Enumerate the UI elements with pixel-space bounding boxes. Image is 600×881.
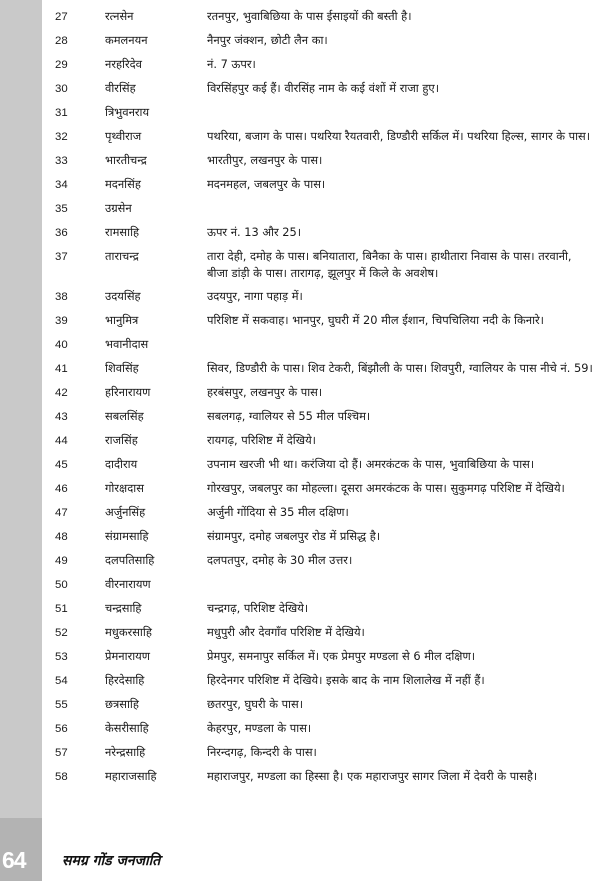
king-name: केसरीसाहि [105,721,149,735]
king-name: उग्रसेन [105,201,132,215]
table-row [55,310,595,334]
place-note: नैनपुर जंक्शन, छोटी लैन का। [207,33,328,47]
place-note: सबलगढ़, ग्वालियर से 55 मील पश्चिम। [207,409,371,423]
dynasty-kings-table [55,6,595,790]
place-note [207,102,595,126]
row-number: 44 [55,435,68,447]
king-name: वीरसिंह [105,81,136,95]
table-row [55,198,595,222]
table-row [55,334,595,358]
page-number: 64 [2,847,26,873]
table-row [55,246,595,286]
row-number: 41 [55,363,68,375]
row-number: 35 [55,203,68,215]
table-row [55,126,595,150]
table-row [55,574,595,598]
row-number: 48 [55,531,68,543]
king-name: अर्जुनसिंह [105,505,146,519]
king-name: हिरदेसाहि [105,673,145,687]
table-row [55,598,595,622]
row-number: 27 [55,11,68,23]
table-row [55,670,595,694]
king-name: राजसिंह [105,433,138,447]
place-note: ऊपर नं. 13 और 25। [207,225,302,239]
row-number: 46 [55,483,68,495]
row-number: 30 [55,83,68,95]
king-name: महाराजसाहि [105,769,157,783]
row-number: 31 [55,107,68,119]
row-number: 37 [55,251,68,263]
place-note: प्रेमपुर, समनापुर सर्किल में। एक प्रेमपुर मण्डला से 6 मील दक्षिण। [207,649,476,663]
row-number: 58 [55,771,68,783]
place-note: महाराजपुर, मण्डला का हिस्सा है। एक महाराजपुर सागर जिला में देवरी के पासहै। [207,769,538,783]
table-row [55,526,595,550]
table-row [55,478,595,502]
place-note: संग्रामपुर, दमोह जबलपुर रोड में प्रसिद्ध है। [207,529,381,543]
place-note: सिवर, डिण्डौरी के पास। शिव टेकरी, बिंझौली के पास। शिवपुरी, ग्वालियर के पास नीचे नं. 59। [207,361,593,375]
row-number: 34 [55,179,68,191]
place-note: चन्द्रगढ़, परिशिष्ट देखिये। [207,601,309,615]
row-number: 43 [55,411,68,423]
row-number: 33 [55,155,68,167]
king-name: प्रेमनारायण [105,649,151,663]
table-row [55,286,595,310]
table-row [55,430,595,454]
row-number: 53 [55,651,68,663]
place-note: भारतीपुर, लखनपुर के पास। [207,153,323,167]
place-note: नं. 7 ऊपर। [207,57,256,71]
king-name: संग्रामसाहि [105,529,149,543]
row-number: 51 [55,603,68,615]
row-number: 39 [55,315,68,327]
row-number: 49 [55,555,68,567]
side-margin-bar [0,0,42,881]
table-row [55,382,595,406]
table-row [55,646,595,670]
king-name: चन्द्रसाहि [105,601,142,615]
king-name: उदयसिंह [105,289,141,303]
place-note: परिशिष्ट में सकवाह। भानपुर, घुघरी में 20 मील ईशान, चिपचिलिया नदी के किनारे। [207,313,544,327]
row-number: 36 [55,227,68,239]
place-note: मधुपुरी और देवगाँव परिशिष्ट में देखिये। [207,625,365,639]
king-name: ताराचन्द्र [105,249,139,263]
place-note: उदयपुर, नागा पहाड़ में। [207,289,303,303]
table-row [55,30,595,54]
place-note: छतरपुर, घुघरी के पास। [207,697,304,711]
place-note: मदनमहल, जबलपुर के पास। [207,177,326,191]
row-number: 38 [55,291,68,303]
king-name: वीरनारायण [105,577,151,591]
row-number: 54 [55,675,68,687]
row-number: 50 [55,579,68,591]
row-number: 47 [55,507,68,519]
king-name: मदनसिंह [105,177,141,191]
king-name: कमलनयन [105,33,148,47]
king-name: दलपतिसाहि [105,553,155,567]
table-row [55,406,595,430]
row-number: 29 [55,59,68,71]
place-note: रायगढ़, परिशिष्ट में देखिये। [207,433,317,447]
table-row [55,694,595,718]
table-row [55,622,595,646]
place-note: रतनपुर, भुवाबिछिया के पास ईसाइयों की बस्ती है। [207,9,412,23]
place-note: तारा देही, दमोह के पास। बनियातारा, बिनैका के पास। हाथीतारा निवास के पास। तरवानी, बीजा डांड़ी के पास। तारागढ़, झूलपुर में किले के अवशेष। [207,249,572,280]
row-number: 57 [55,747,68,759]
place-note: अर्जुनी गोंदिया से 35 मील दक्षिण। [207,505,349,519]
place-note: निरन्दगढ़, किन्दरी के पास। [207,745,317,759]
king-name: भारतीचन्द्र [105,153,147,167]
table-row [55,102,595,126]
row-number: 28 [55,35,68,47]
king-name: गोरक्षदास [105,481,144,495]
place-note: हिरदेनगर परिशिष्ट में देखिये। इसके बाद के नाम शिलालेख में नहीं हैं। [207,673,485,687]
king-name: भवानीदास [105,337,149,351]
table-row [55,358,595,382]
table-row [55,78,595,102]
row-number: 56 [55,723,68,735]
place-note: हरबंसपुर, लखनपुर के पास। [207,385,323,399]
king-name: त्रिभुवनराय [105,105,150,119]
king-name: नरहरिदेव [105,57,143,71]
king-name: दादीराय [105,457,138,471]
table-row [55,174,595,198]
king-name: नरेन्द्रसाहि [105,745,146,759]
table-row [55,222,595,246]
row-number: 45 [55,459,68,471]
place-note [207,334,595,358]
king-name: हरिनारायण [105,385,151,399]
king-name: मधुकरसाहि [105,625,152,639]
place-note [207,574,595,598]
table-row [55,742,595,766]
place-note [207,198,595,222]
row-number: 52 [55,627,68,639]
place-note: विरसिंहपुर कई हैं। वीरसिंह नाम के कई वंशों में राजा हुए। [207,81,440,95]
table-row [55,766,595,790]
place-note: उपनाम खरजी भी था। करंजिया दो हैं। अमरकंटक के पास, भुवाबिछिया के पास। [207,457,535,471]
table-body [55,6,595,790]
king-name: सबलसिंह [105,409,144,423]
place-note: केहरपुर, मण्डला के पास। [207,721,312,735]
running-footer-title: समग्र गोंड जनजाति [62,853,161,869]
table-row [55,550,595,574]
row-number: 55 [55,699,68,711]
king-name: रामसाहि [105,225,140,239]
row-number: 32 [55,131,68,143]
table-row [55,718,595,742]
place-note: दलपतपुर, दमोह के 30 मील उत्तर। [207,553,353,567]
table-row [55,54,595,78]
row-number: 42 [55,387,68,399]
place-note: गोरखपुर, जबलपुर का मोहल्ला। दूसरा अमरकंटक के पास। सुकुमगढ़ परिशिष्ट में देखिये। [207,481,565,495]
row-number: 40 [55,339,68,351]
table-row [55,6,595,30]
table-row [55,150,595,174]
king-name: भानुमित्र [105,313,139,327]
king-name: छत्रसाहि [105,697,139,711]
table-row [55,502,595,526]
king-name: पृथ्वीराज [105,129,142,143]
place-note: पथरिया, बजाग के पास। पथरिया रैयतवारी, डिण्डौरी सर्किल में। पथरिया हिल्स, सागर के पास। [207,129,591,143]
king-name: शिवसिंह [105,361,139,375]
king-name: रत्नसेन [105,9,134,23]
table-row [55,454,595,478]
